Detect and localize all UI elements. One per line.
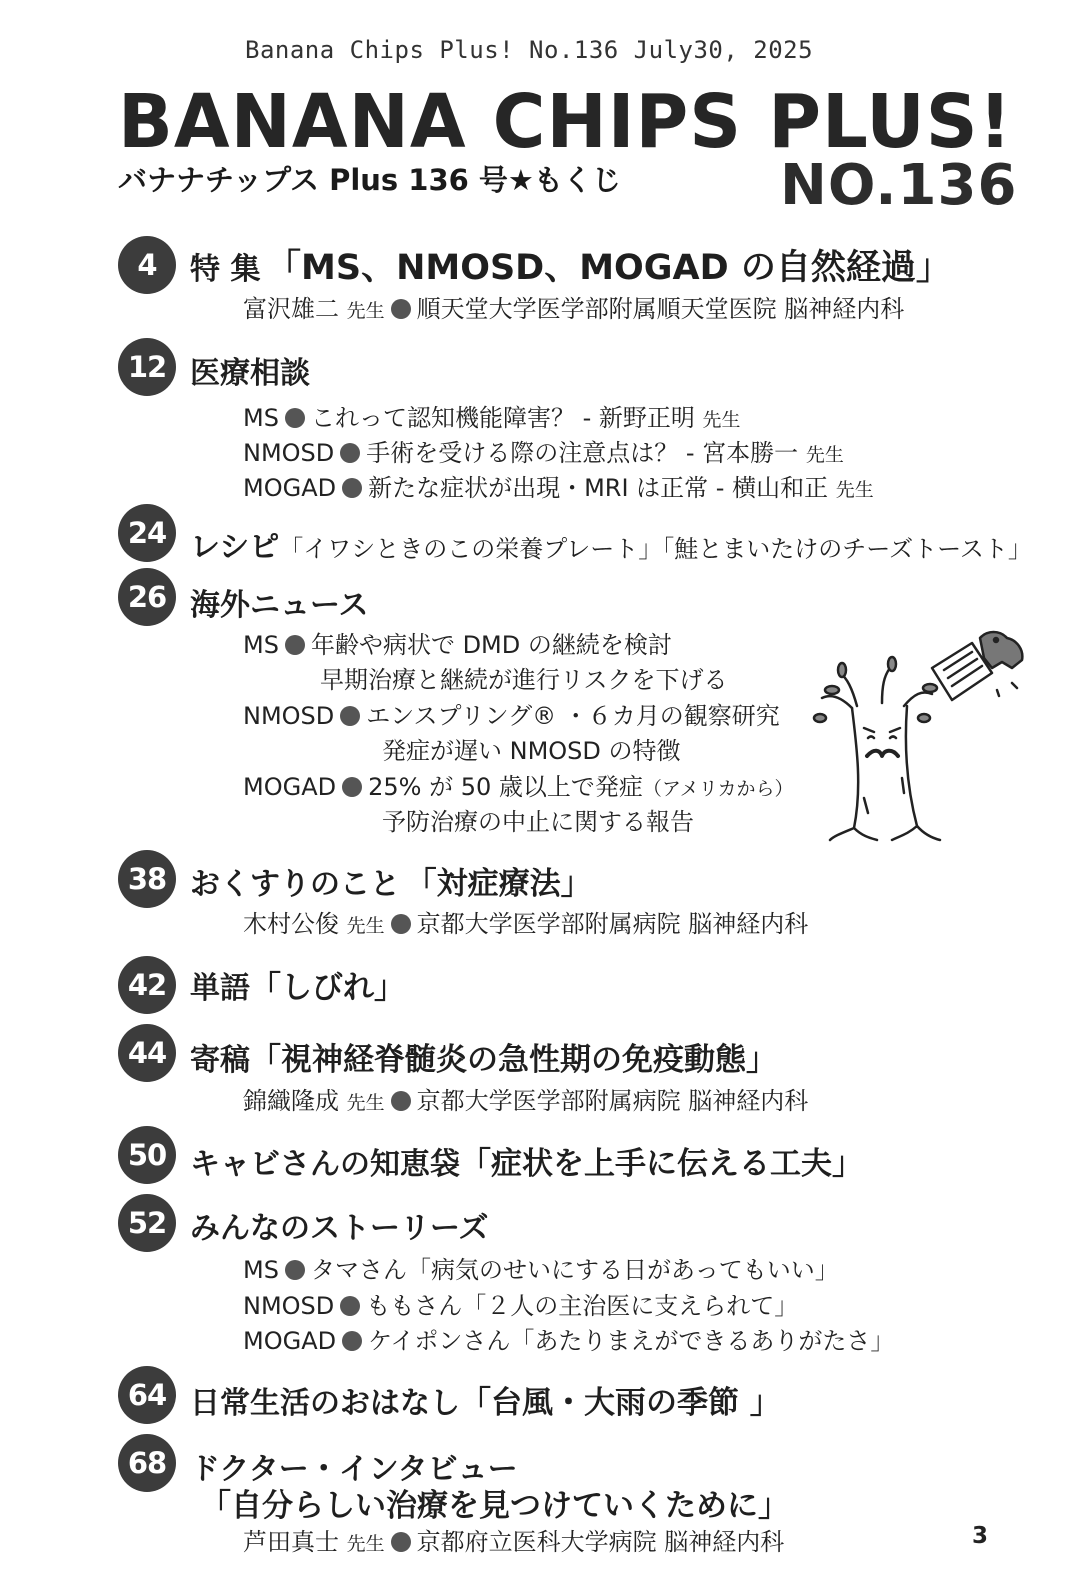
item-text: エンスプリング® ・６カ月の観察研究 [366,702,780,730]
section-title: 「MS、NMOSD、MOGAD の自然経過」 [266,248,951,288]
section-label: 日常生活のおはなし [190,1386,460,1421]
page-badge-44: 44 [118,1024,176,1082]
tag-label: MOGAD [243,773,337,801]
tag-label: MOGAD [243,1327,337,1355]
tree-character-icon [812,628,1034,843]
tag-label: NMOSD [243,439,335,467]
page-badge-42: 42 [118,956,176,1014]
bullet-icon [391,1532,411,1552]
tag-label: MS [243,404,279,432]
item-text: タマさん「病気のせいにする日があってもいい」 [310,1256,839,1284]
page-badge-4: 4 [118,236,176,294]
section-label: 単語 [190,971,250,1006]
section-4-author [243,289,904,324]
section-4-heading[interactable] [190,240,951,290]
section-38-heading[interactable] [190,858,592,903]
bullet-icon [285,408,305,428]
issue-line: Banana Chips Plus! No.136 July30, 2025 [245,36,814,64]
item-text: 年齢や病状で DMD の継続を検討 [310,631,672,659]
page-badge-50: 50 [118,1126,176,1184]
page-badge-38: 38 [118,850,176,908]
tag-label: MS [243,1256,279,1284]
bullet-icon [285,1260,305,1280]
section-64-heading[interactable] [190,1377,781,1422]
bullet-icon [340,443,360,463]
bullet-icon [391,1091,411,1111]
item-text: これって認知機能障害？ - 新野正明 [310,404,695,432]
list-item[interactable] [243,433,844,468]
author-affiliation: 京都大学医学部附属病院 脳神経内科 [416,910,809,938]
section-44-author [243,1081,808,1116]
section-label: 寄稿 [190,1043,250,1078]
section-label: 医療相談 [190,356,310,391]
page-badge-24: 24 [118,504,176,562]
section-title: 「イワシときのこの栄養プレート」「鮭とまいたけのチーズトースト」 [279,535,1032,563]
section-label: キャビさんの知恵袋 [190,1147,460,1182]
item-honorific: 先生 [805,444,844,466]
author-affiliation: 京都大学医学部附属病院 脳神経内科 [416,1087,809,1115]
tag-label: NMOSD [243,1292,335,1320]
list-item[interactable] [243,398,741,433]
bullet-icon [342,478,362,498]
section-label: 海外ニュース [190,588,369,623]
bullet-icon [285,635,305,655]
section-label: おくすりのこと [190,867,400,902]
section-68-author [243,1522,784,1557]
bullet-icon [340,706,360,726]
section-38-author [243,904,808,939]
author-name: 錦織隆成 [243,1087,339,1115]
author-honorific: 先生 [346,1092,385,1114]
author-name: 富沢雄二 [243,295,339,323]
section-26-heading[interactable] [190,580,369,624]
section-title: 「台風・大雨の季節 」 [460,1385,781,1421]
magazine-title: BANANA CHIPS PLUS! [118,78,1013,165]
section-label: みんなのストーリーズ [190,1211,489,1246]
bullet-icon [342,1331,362,1351]
list-item[interactable] [243,696,780,731]
list-item[interactable] [243,1250,839,1285]
list-item[interactable] [243,1321,894,1356]
bullet-icon [391,299,411,319]
list-item-continuation: 予防治療の中止に関する報告 [382,808,694,836]
item-honorific: 先生 [835,479,874,501]
section-title: 「しびれ」 [250,970,405,1006]
tag-label: MOGAD [243,474,337,502]
author-honorific: 先生 [346,1533,385,1555]
item-text: 25% が 50 歳以上で発症 [368,773,643,801]
issue-number: NO.136 [780,153,1018,218]
toc-subtitle: バナナチップス Plus 136 号★もくじ [118,163,621,197]
section-68-title [200,1480,789,1525]
item-note: （アメリカから） [642,778,794,800]
author-name: 木村公俊 [243,910,339,938]
section-title: 「視神経脊髄炎の急性期の免疫動態」 [250,1042,777,1078]
item-text: ももさん「２人の主治医に支えられて」 [366,1292,799,1320]
item-honorific: 先生 [702,409,741,431]
author-affiliation: 順天堂大学医学部附属順天堂医院 脳神経内科 [416,295,905,323]
section-label: レシピ [190,530,280,565]
section-44-heading[interactable] [190,1034,777,1079]
section-50-heading[interactable] [190,1138,863,1183]
section-title: 「対症療法」 [405,866,592,902]
author-honorific: 先生 [346,300,385,322]
list-item-continuation: 発症が遅い NMOSD の特徴 [382,737,681,765]
section-title: 「症状を上手に伝える工夫」 [460,1146,863,1182]
item-text: 新たな症状が出現・MRI は正常 - 横山和正 [368,474,829,502]
tag-label: MS [243,631,279,659]
section-24-heading[interactable] [190,522,1032,566]
author-honorific: 先生 [346,915,385,937]
list-item[interactable] [243,625,672,660]
author-affiliation: 京都府立医科大学病院 脳神経内科 [416,1528,785,1556]
bullet-icon [391,914,411,934]
section-label: ドクター・インタビュー [190,1452,518,1487]
list-item[interactable] [243,1286,798,1321]
author-name: 芦田真士 [243,1528,339,1556]
bullet-icon [342,777,362,797]
section-42-heading[interactable] [190,962,405,1007]
page-badge-68: 68 [118,1434,176,1492]
section-title: 「自分らしい治療を見つけていくために」 [200,1488,789,1524]
item-text: ケイポンさん「あたりまえができるありがたさ」 [368,1327,895,1355]
item-text: 手術を受ける際の注意点は？ - 宮本勝一 [366,439,799,467]
section-52-heading[interactable] [190,1203,489,1247]
list-item-continuation: 早期治療と継続が進行リスクを下げる [320,666,728,694]
page-badge-52: 52 [118,1194,176,1252]
page-badge-64: 64 [118,1366,176,1424]
page-badge-12: 12 [118,338,176,396]
section-label: 特 集 [190,252,261,287]
list-item[interactable] [243,767,794,802]
page-badge-26: 26 [118,568,176,626]
list-item[interactable] [243,468,874,503]
section-12-heading[interactable] [190,348,310,392]
tag-label: NMOSD [243,702,335,730]
page-number: 3 [972,1523,989,1549]
bullet-icon [340,1296,360,1316]
